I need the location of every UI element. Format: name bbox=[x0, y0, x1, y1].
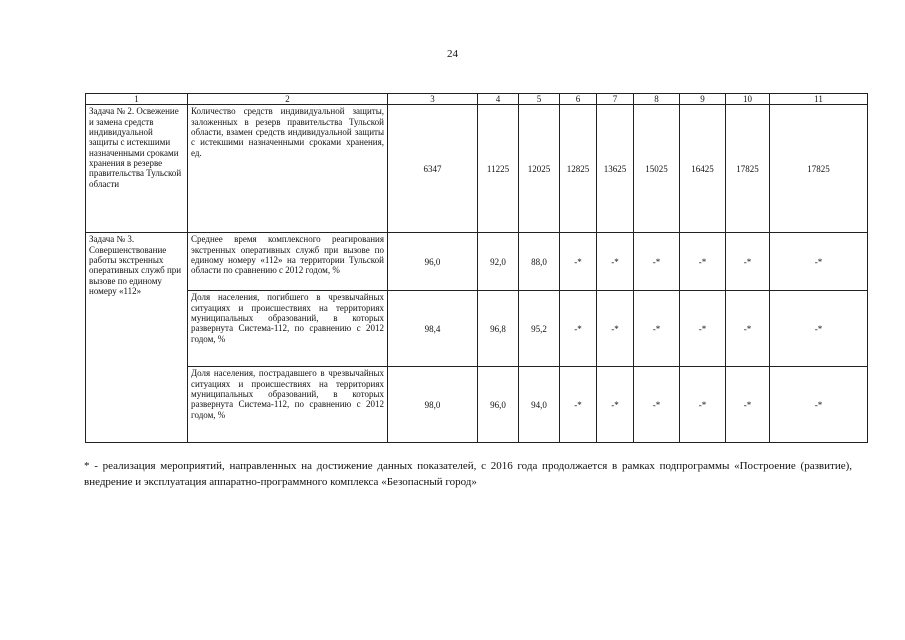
value-cell: -* bbox=[770, 291, 868, 367]
value-cell: 94,0 bbox=[519, 367, 560, 443]
value-cell: -* bbox=[634, 291, 680, 367]
value-cell: 12825 bbox=[560, 105, 597, 233]
column-header: 5 bbox=[519, 94, 560, 105]
indicators-table bbox=[85, 93, 868, 443]
column-header: 8 bbox=[634, 94, 680, 105]
table-row bbox=[86, 291, 868, 367]
task-cell: Задача № 3. Совершенствование работы экстренных оперативных служб при вызове по единому номеру «112» bbox=[86, 233, 188, 443]
column-header: 3 bbox=[388, 94, 478, 105]
value-cell: -* bbox=[680, 367, 726, 443]
task-cell: Задача № 2. Освежение и замена средств индивидуальной защиты с истекшими назначенными сроками хранения в резерве правительства Тульской области bbox=[86, 105, 188, 233]
value-cell: 6347 bbox=[388, 105, 478, 233]
footnote: * - реализация мероприятий, направленных на достижение данных показателей, с 2016 года продолжается в рамках подпрограммы «Построение (развитие), внедрение и эксплуатация аппаратно-программного комплекса «Безопасный город» bbox=[84, 460, 852, 488]
value-cell: -* bbox=[726, 367, 770, 443]
value-cell: -* bbox=[597, 367, 634, 443]
value-cell: 12025 bbox=[519, 105, 560, 233]
indicator-cell: Доля населения, погибшего в чрезвычайных ситуациях и происшествиях на территориях муниципальных образований, в которых развернута Система-112, по сравнению с 2012 годом, % bbox=[188, 291, 388, 367]
value-cell: 96,0 bbox=[388, 233, 478, 291]
value-cell: 95,2 bbox=[519, 291, 560, 367]
value-cell: -* bbox=[560, 233, 597, 291]
column-header: 11 bbox=[770, 94, 868, 105]
value-cell: 98,4 bbox=[388, 291, 478, 367]
value-cell: 13625 bbox=[597, 105, 634, 233]
value-cell: 17825 bbox=[770, 105, 868, 233]
value-cell: -* bbox=[597, 233, 634, 291]
column-header: 4 bbox=[478, 94, 519, 105]
value-cell: 92,0 bbox=[478, 233, 519, 291]
column-header: 10 bbox=[726, 94, 770, 105]
table-header-row bbox=[86, 94, 868, 105]
indicator-cell: Среднее время комплексного реагирования экстренных оперативных служб при вызове по единому номеру «112» на территории Тульской области по сравнению с 2012 годом, % bbox=[188, 233, 388, 291]
indicator-cell: Доля населения, пострадавшего в чрезвычайных ситуациях и происшествиях на территориях муниципальных образований, в которых развернута Система-112, по сравнению с 2012 годом, % bbox=[188, 367, 388, 443]
value-cell: 15025 bbox=[634, 105, 680, 233]
value-cell: -* bbox=[726, 291, 770, 367]
table-row bbox=[86, 367, 868, 443]
value-cell: -* bbox=[726, 233, 770, 291]
value-cell: -* bbox=[560, 367, 597, 443]
table-row bbox=[86, 105, 868, 233]
value-cell: 16425 bbox=[680, 105, 726, 233]
value-cell: 96,0 bbox=[478, 367, 519, 443]
indicator-cell: Количество средств индивидуальной защиты, заложенных в резерв правительства Тульской области, взамен средств индивидуальной защиты с истекшими назначенными сроками хранения, ед. bbox=[188, 105, 388, 233]
value-cell: -* bbox=[680, 291, 726, 367]
column-header: 1 bbox=[86, 94, 188, 105]
column-header: 7 bbox=[597, 94, 634, 105]
value-cell: 98,0 bbox=[388, 367, 478, 443]
column-header: 9 bbox=[680, 94, 726, 105]
value-cell: -* bbox=[634, 233, 680, 291]
column-header: 2 bbox=[188, 94, 388, 105]
value-cell: 11225 bbox=[478, 105, 519, 233]
value-cell: -* bbox=[560, 291, 597, 367]
value-cell: -* bbox=[680, 233, 726, 291]
value-cell: 96,8 bbox=[478, 291, 519, 367]
value-cell: -* bbox=[770, 233, 868, 291]
value-cell: -* bbox=[770, 367, 868, 443]
table-row bbox=[86, 233, 868, 291]
value-cell: 88,0 bbox=[519, 233, 560, 291]
value-cell: -* bbox=[597, 291, 634, 367]
page-number: 24 bbox=[447, 48, 458, 60]
column-header: 6 bbox=[560, 94, 597, 105]
value-cell: -* bbox=[634, 367, 680, 443]
value-cell: 17825 bbox=[726, 105, 770, 233]
